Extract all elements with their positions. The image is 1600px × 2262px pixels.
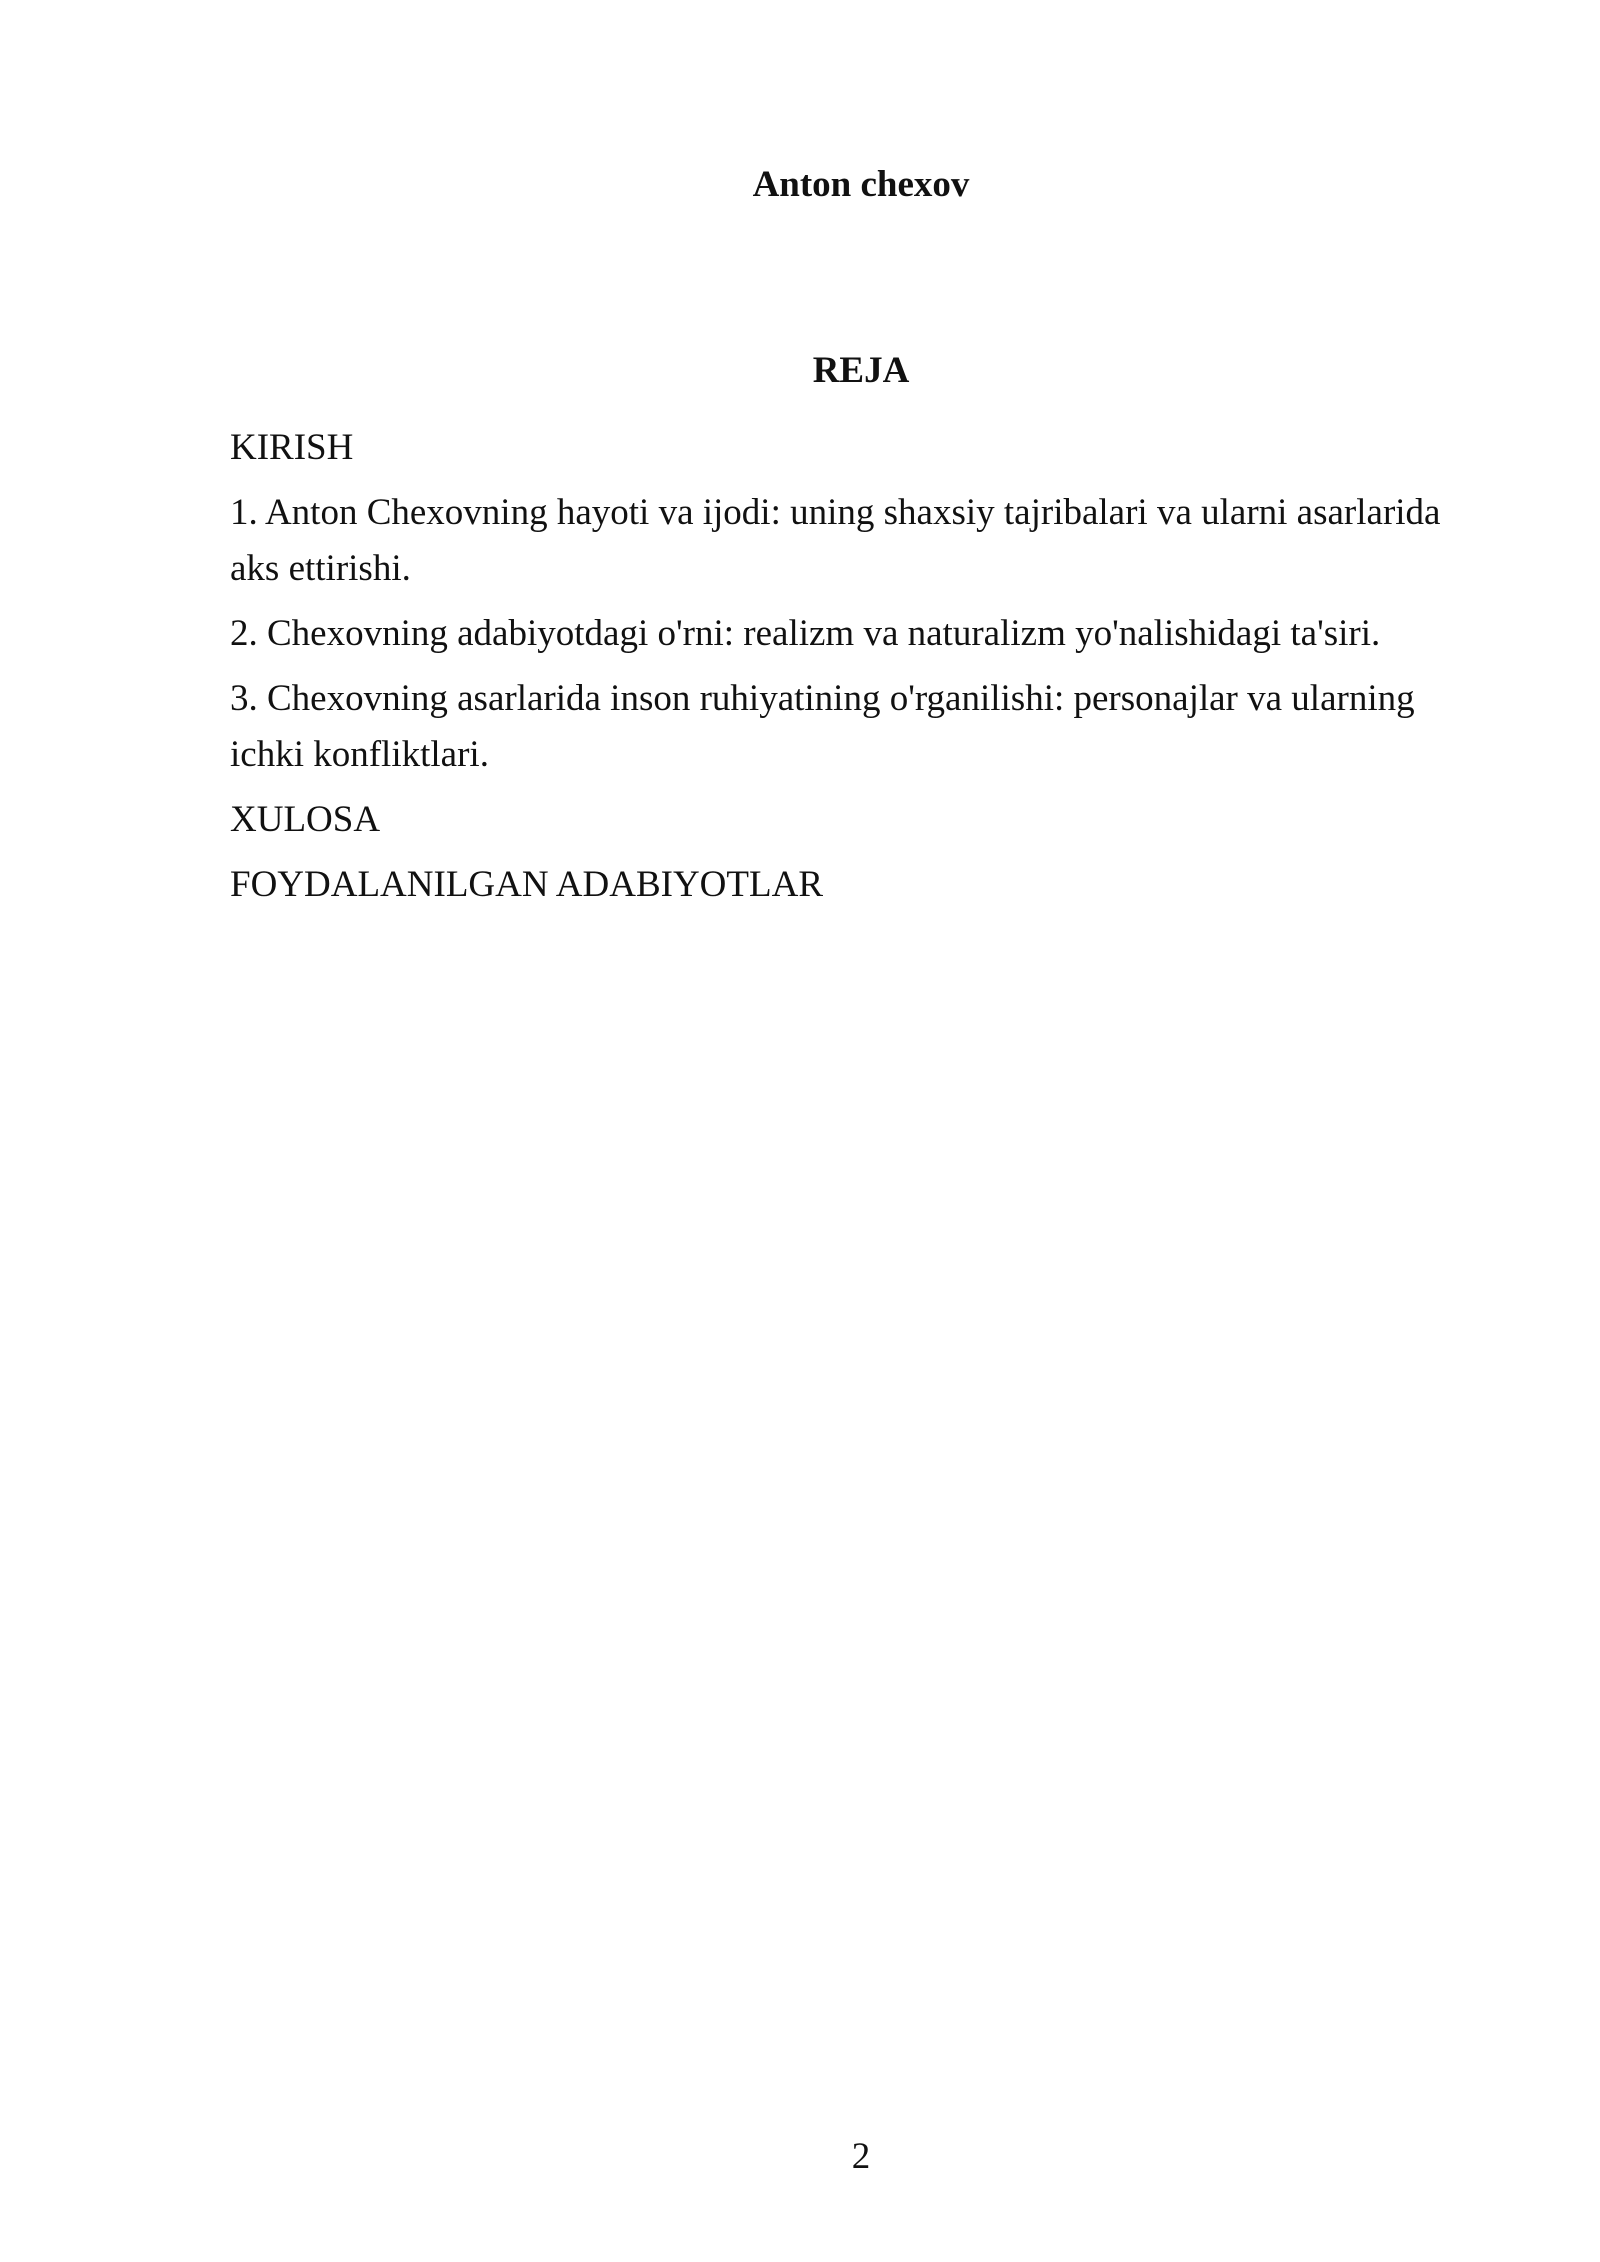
plan-item-1: 1. Anton Chexovning hayoti va ijodi: uning shaxsiy tajribalari va ularni asarlarida aks ettirishi.	[230, 492, 1441, 589]
plan-item-references: FOYDALANILGAN ADABIYOTLAR	[230, 864, 823, 905]
plan-heading: REJA	[812, 350, 910, 391]
plan-item-3: 3. Chexovning asarlarida inson ruhiyatining o'rganilishi: personajlar va ularning ichki konfliktlari.	[230, 678, 1415, 775]
plan-item-introduction: KIRISH	[230, 427, 354, 468]
page-number: 2	[851, 2136, 871, 2177]
document-title: Anton chexov	[752, 164, 970, 205]
plan-list	[230, 420, 1480, 922]
plan-item-2: 2. Chexovning adabiyotdagi o'rni: realizm va naturalizm yo'nalishidagi ta'siri.	[230, 613, 1381, 654]
plan-item-conclusion: XULOSA	[230, 799, 381, 840]
